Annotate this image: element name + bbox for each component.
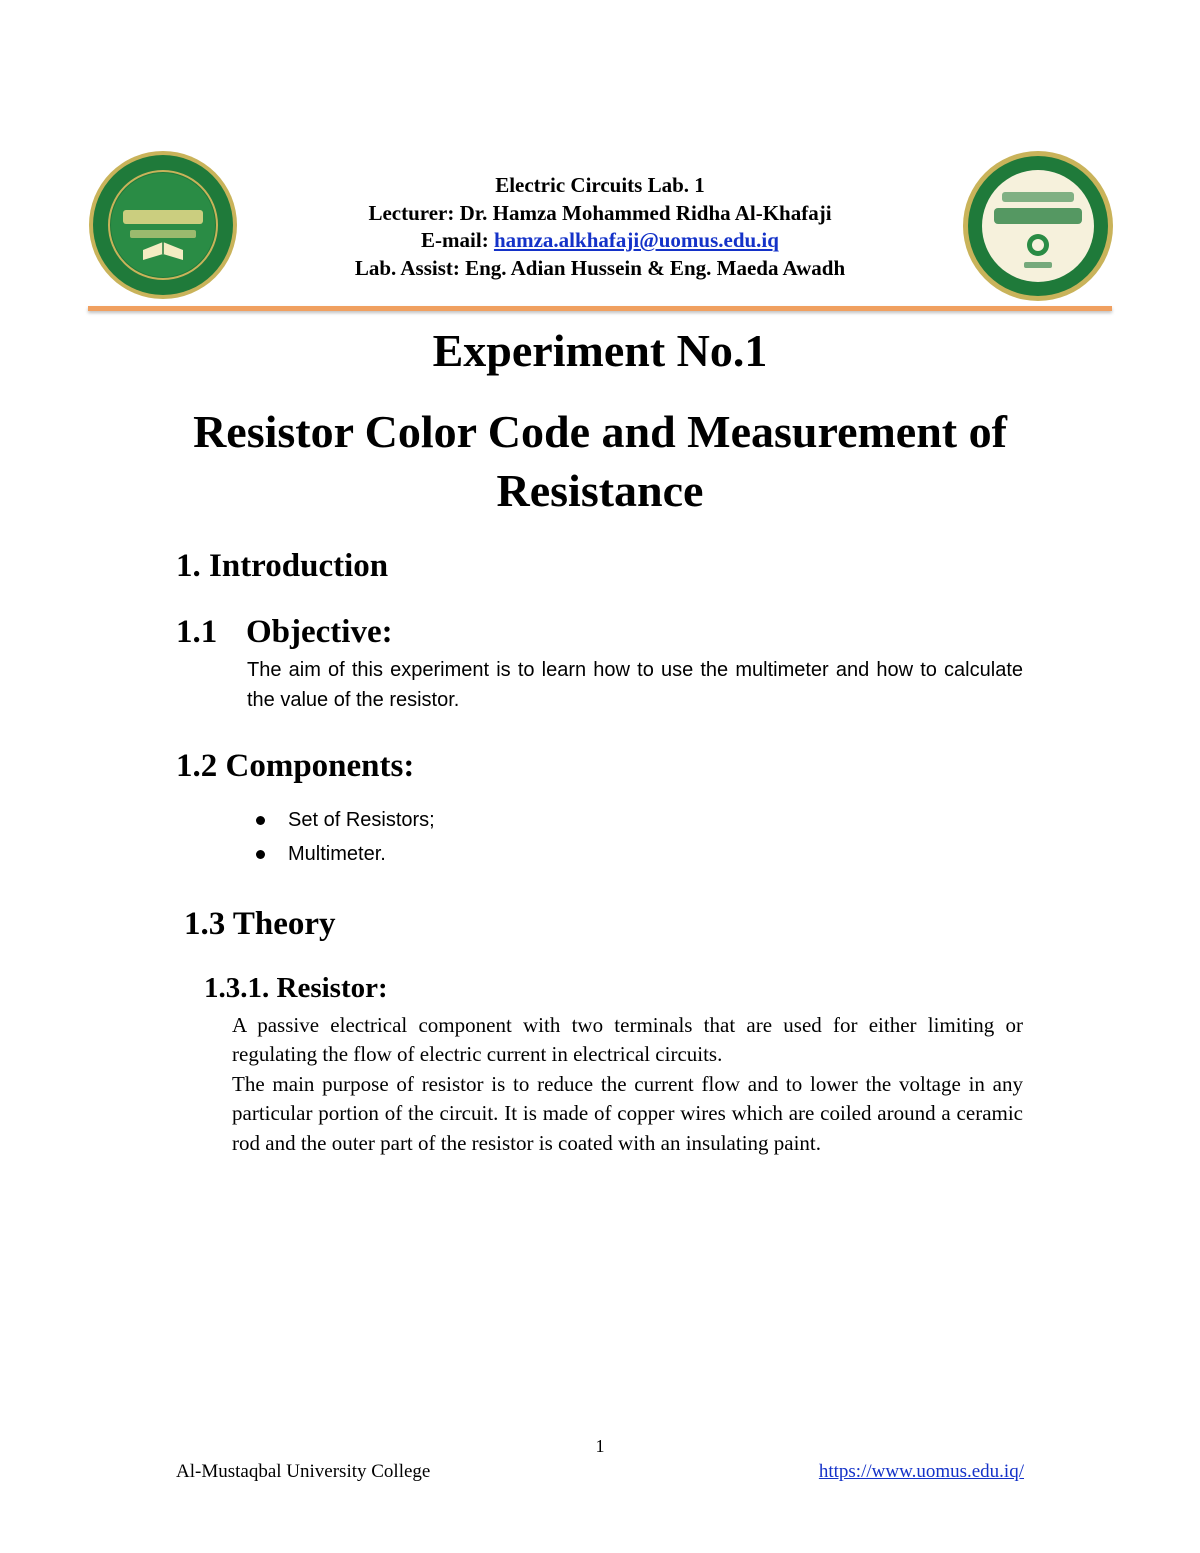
header-info bbox=[300, 172, 900, 282]
lecturer-line: Lecturer: Dr. Hamza Mohammed Ridha Al-Khafaji bbox=[368, 200, 832, 225]
bullet-icon bbox=[256, 816, 265, 825]
bullet-icon bbox=[256, 850, 265, 859]
components-list bbox=[256, 803, 435, 871]
footer-url-link[interactable]: https://www.uomus.edu.iq/ bbox=[818, 1461, 1024, 1482]
college-logo-right bbox=[962, 150, 1114, 302]
university-logo-left bbox=[88, 150, 238, 300]
subsection-resistor: 1.3.1. Resistor: bbox=[204, 972, 388, 1004]
header-divider bbox=[88, 306, 1112, 311]
email-link[interactable]: hamza.alkhafaji@uomus.edu.iq bbox=[493, 228, 779, 252]
list-item: Set of Resistors; bbox=[256, 803, 435, 837]
objective-heading: Objective: bbox=[246, 614, 393, 650]
section-introduction: 1. Introduction bbox=[176, 548, 389, 584]
section-objective bbox=[176, 610, 393, 654]
section-components: 1.2 Components: bbox=[176, 748, 415, 784]
experiment-title: Experiment No.1 bbox=[432, 325, 768, 376]
footer-institution: Al-Mustaqbal University College bbox=[176, 1461, 431, 1482]
email-label: E-mail: bbox=[421, 228, 494, 252]
course-title: Electric Circuits Lab. 1 bbox=[495, 173, 705, 197]
experiment-subtitle: Resistor Color Code and Measurement of Resistance bbox=[193, 406, 1007, 516]
lab-assistants: Lab. Assist: Eng. Adian Hussein & Eng. Maeda Awadh bbox=[354, 255, 846, 280]
resistor-paragraph-2: The main purpose of resistor is to reduce the current flow and to lower the voltage in any particular portion of the circuit. It is made of copper wires which are coiled around a ceramic rod and the outer part of the resistor is coated with an insulating paint. bbox=[232, 1072, 1023, 1155]
section-theory: 1.3 Theory bbox=[184, 906, 336, 942]
page-number: 1 bbox=[595, 1436, 605, 1456]
resistor-paragraph-1: A passive electrical component with two terminals that are used for either limiting or regulating the flow of electric current in electrical circuits. bbox=[232, 1013, 1023, 1067]
email-line bbox=[300, 227, 900, 255]
objective-number: 1.1 bbox=[176, 614, 218, 650]
objective-text: The aim of this experiment is to learn how to use the multimeter and how to calculate the value of the resistor. bbox=[247, 659, 1023, 711]
list-item: Multimeter. bbox=[256, 837, 435, 871]
